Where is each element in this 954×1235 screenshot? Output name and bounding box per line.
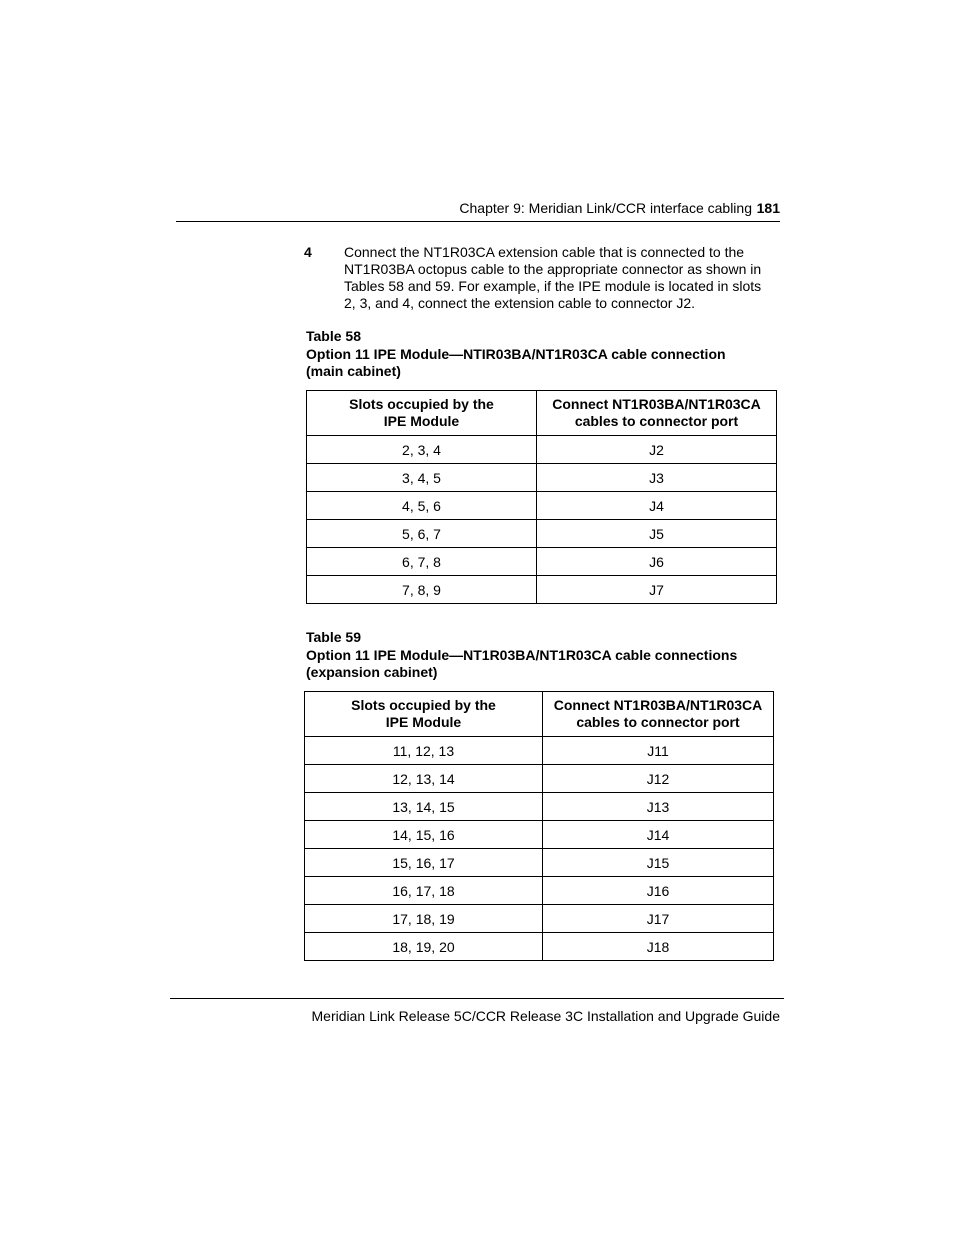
port-cell: J6 — [537, 548, 777, 576]
port-cell: J4 — [537, 492, 777, 520]
table-row — [305, 821, 774, 849]
table-row — [305, 737, 774, 765]
slots-cell: 15, 16, 17 — [305, 849, 543, 877]
slots-cell: 12, 13, 14 — [305, 765, 543, 793]
slots-cell: 2, 3, 4 — [307, 436, 537, 464]
port-cell: J16 — [543, 877, 774, 905]
slots-cell: 4, 5, 6 — [307, 492, 537, 520]
table-row — [305, 877, 774, 905]
table-59-label: Table 59 — [306, 629, 361, 645]
slots-cell: 18, 19, 20 — [305, 933, 543, 961]
port-cell: J15 — [543, 849, 774, 877]
table-59-title: Option 11 IPE Module—NT1R03BA/NT1R03CA cable connections — [306, 646, 738, 663]
port-cell: J5 — [537, 520, 777, 548]
table-58-title: Option 11 IPE Module—NTIR03BA/NT1R03CA cable connection — [306, 345, 726, 362]
table-59-caption — [306, 629, 776, 682]
table-row — [307, 576, 777, 604]
table-header-row — [307, 391, 777, 436]
slots-cell: 7, 8, 9 — [307, 576, 537, 604]
slots-cell: 11, 12, 13 — [305, 737, 543, 765]
table-row — [305, 933, 774, 961]
running-header: Chapter 9: Meridian Link/CCR interface cabling — [459, 200, 752, 216]
port-cell: J11 — [543, 737, 774, 765]
header-rule — [176, 221, 780, 222]
port-cell: J18 — [543, 933, 774, 961]
table-row — [307, 492, 777, 520]
table-row — [307, 548, 777, 576]
slots-cell: 3, 4, 5 — [307, 464, 537, 492]
table-row — [307, 436, 777, 464]
table-row — [307, 520, 777, 548]
slots-cell: 17, 18, 19 — [305, 905, 543, 933]
port-cell: J17 — [543, 905, 774, 933]
step-number: 4 — [304, 244, 312, 260]
table-59-subtitle: (expansion cabinet) — [306, 664, 438, 680]
port-cell: J12 — [543, 765, 774, 793]
table-row — [305, 849, 774, 877]
column-header-connector: Connect NT1R03BA/NT1R03CA cables to connector port — [537, 391, 777, 436]
port-cell: J13 — [543, 793, 774, 821]
slots-cell: 16, 17, 18 — [305, 877, 543, 905]
table-row — [307, 464, 777, 492]
table-row — [305, 793, 774, 821]
table-58-subtitle: (main cabinet) — [306, 363, 401, 379]
port-cell: J3 — [537, 464, 777, 492]
slots-cell: 14, 15, 16 — [305, 821, 543, 849]
slots-cell: 6, 7, 8 — [307, 548, 537, 576]
table-row — [305, 765, 774, 793]
table-58-caption — [306, 328, 776, 381]
table-58-label: Table 58 — [306, 328, 361, 344]
running-footer: Meridian Link Release 5C/CCR Release 3C Installation and Upgrade Guide — [311, 1008, 780, 1024]
port-cell: J7 — [537, 576, 777, 604]
column-header-slots: Slots occupied by the IPE Module — [307, 391, 537, 436]
slots-cell: 13, 14, 15 — [305, 793, 543, 821]
table-58 — [306, 390, 777, 604]
column-header-slots: Slots occupied by the IPE Module — [305, 692, 543, 737]
table-row — [305, 905, 774, 933]
slots-cell: 5, 6, 7 — [307, 520, 537, 548]
column-header-connector: Connect NT1R03BA/NT1R03CA cables to connector port — [543, 692, 774, 737]
step-text: Connect the NT1R03CA extension cable that is connected to the NT1R03BA octopus cable to the appropriate connector as shown in Tables 58 and 59. For example, if the IPE module is located in slots 2, 3, and 4, connect the extension cable to connector J2. — [344, 244, 762, 311]
port-cell: J2 — [537, 436, 777, 464]
footer-rule — [170, 998, 784, 999]
table-header-row — [305, 692, 774, 737]
port-cell: J14 — [543, 821, 774, 849]
table-59 — [304, 691, 774, 961]
page-number: 181 — [756, 200, 780, 216]
